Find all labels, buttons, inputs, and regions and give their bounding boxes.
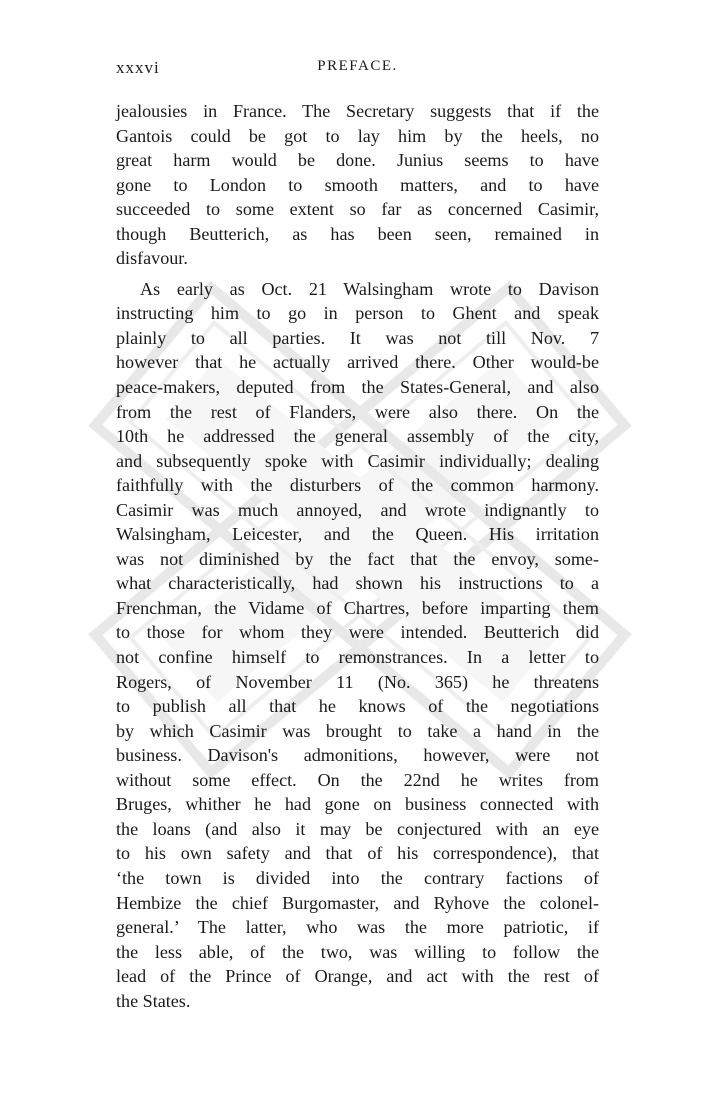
text-line: Walsingham, Leicester, and the Queen. His irritation <box>116 524 599 545</box>
text-line: by which Casimir was brought to take a hand in the <box>116 720 599 741</box>
text-line: not confine himself to remonstrances. In a letter to <box>116 647 599 668</box>
text-line: instructing him to go in person to Ghent and speak <box>116 303 599 324</box>
text-line: As early as Oct. 21 Walsingham wrote to Davison <box>140 278 599 299</box>
text-line: Frenchman, the Vidame of Chartres, before imparting them <box>116 597 599 618</box>
text-line: however that he actually arrived there. Other would-be <box>116 352 599 373</box>
text-line: general.’ The latter, who was the more patriotic, if <box>116 917 599 938</box>
text-line: lead of the Prince of Orange, and act with the rest of <box>116 966 599 987</box>
text-line: 10th he addressed the general assembly of the city, <box>116 426 599 447</box>
text-line: to his own safety and that of his correspondence), that <box>116 843 599 864</box>
text-line: succeeded to some extent so far as concerned Casimir, <box>116 199 599 220</box>
text-line: what characteristically, had shown his instructions to a <box>116 573 599 594</box>
text-line: Gantois could be got to lay him by the heels, no <box>116 125 599 146</box>
text-line: plainly to all parties. It was not till Nov. 7 <box>116 327 599 348</box>
text-line: and subsequently spoke with Casimir individually; dealing <box>116 450 599 471</box>
text-line: Casimir was much annoyed, and wrote indignantly to <box>116 499 599 520</box>
text-line: peace-makers, deputed from the States-General, and also <box>116 377 599 398</box>
text-line: to those for whom they were intended. Beutterich did <box>116 622 599 643</box>
text-line: the loans (and also it may be conjectured with an eye <box>116 818 599 839</box>
text-line: to publish all that he knows of the negotiations <box>116 696 599 717</box>
running-title: PREFACE. <box>317 58 398 74</box>
paragraph <box>116 277 599 1013</box>
text-line: Rogers, of November 11 (No. 365) he threatens <box>116 671 599 692</box>
body-text <box>116 99 599 1013</box>
text-line: the less able, of the two, was willing to follow the <box>116 941 599 962</box>
text-line: business. Davison's admonitions, however, were not <box>116 745 599 766</box>
text-line: great harm would be done. Junius seems to have <box>116 150 599 171</box>
text-line: without some effect. On the 22nd he writes from <box>116 769 599 790</box>
text-line: disfavour. <box>116 248 188 269</box>
page-number: xxxvi <box>116 58 160 77</box>
text-line: Bruges, whither he had gone on business connected with <box>116 794 599 815</box>
text-line: ‘the town is divided into the contrary factions of <box>116 867 599 888</box>
text-line: from the rest of Flanders, were also there. On the <box>116 401 599 422</box>
text-line: gone to London to smooth matters, and to have <box>116 174 599 195</box>
paragraph <box>116 99 599 271</box>
text-line: the States. <box>116 990 191 1011</box>
text-line: jealousies in France. The Secretary suggests that if the <box>116 101 599 121</box>
text-line: faithfully with the disturbers of the common harmony. <box>116 475 599 496</box>
text-line: though Beutterich, as has been seen, remained in <box>116 223 599 244</box>
text-line: Hembize the chief Burgomaster, and Ryhove the colonel- <box>116 892 599 913</box>
running-header <box>116 58 599 84</box>
text-line: was not diminished by the fact that the envoy, some- <box>116 548 599 569</box>
